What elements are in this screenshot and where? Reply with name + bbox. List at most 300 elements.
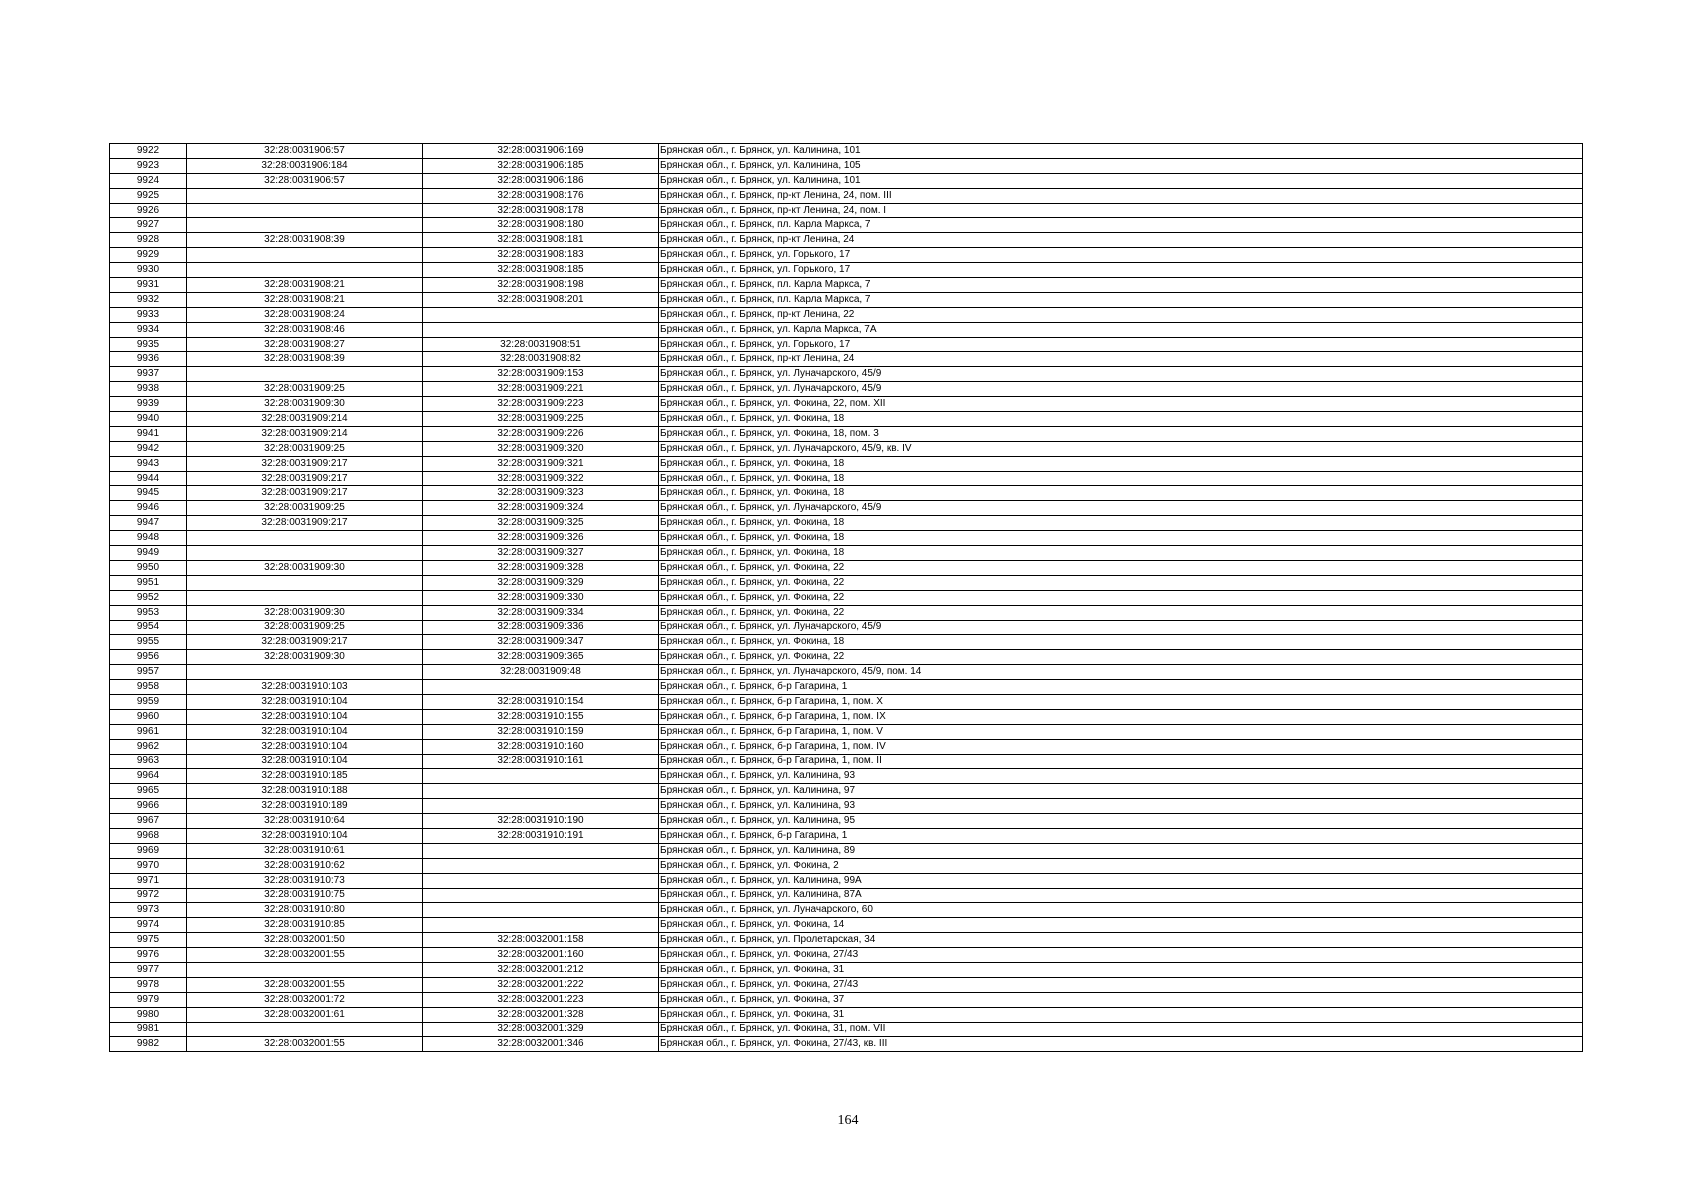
table-row (110, 873, 1583, 888)
address-cell: Брянская обл., г. Брянск, б-р Гагарина, 1, пом. X (659, 694, 1583, 709)
address-cell: Брянская обл., г. Брянск, ул. Фокина, 27/43 (659, 948, 1583, 963)
new-cadastral-number-cell: 32:28:0031910:159 (423, 724, 659, 739)
address-cell: Брянская обл., г. Брянск, ул. Луначарского, 45/9 (659, 382, 1583, 397)
new-cadastral-number-cell: 32:28:0031909:330 (423, 590, 659, 605)
row-number-cell: 9932 (110, 292, 187, 307)
row-number-cell: 9980 (110, 1007, 187, 1022)
table-row (110, 263, 1583, 278)
table-row (110, 724, 1583, 739)
new-cadastral-number-cell: 32:28:0031910:190 (423, 814, 659, 829)
row-number-cell: 9952 (110, 590, 187, 605)
old-cadastral-number-cell (187, 263, 423, 278)
table-row (110, 665, 1583, 680)
old-cadastral-number-cell: 32:28:0031909:25 (187, 620, 423, 635)
old-cadastral-number-cell: 32:28:0031910:62 (187, 858, 423, 873)
row-number-cell: 9939 (110, 397, 187, 412)
old-cadastral-number-cell: 32:28:0031909:25 (187, 501, 423, 516)
table-row (110, 546, 1583, 561)
table-row (110, 367, 1583, 382)
table-row (110, 1007, 1583, 1022)
new-cadastral-number-cell: 32:28:0031909:48 (423, 665, 659, 680)
row-number-cell: 9977 (110, 962, 187, 977)
new-cadastral-number-cell: 32:28:0031909:328 (423, 560, 659, 575)
address-cell: Брянская обл., г. Брянск, ул. Калинина, 95 (659, 814, 1583, 829)
row-number-cell: 9951 (110, 575, 187, 590)
old-cadastral-number-cell: 32:28:0031910:104 (187, 694, 423, 709)
address-cell: Брянская обл., г. Брянск, пл. Карла Маркса, 7 (659, 292, 1583, 307)
row-number-cell: 9938 (110, 382, 187, 397)
new-cadastral-number-cell: 32:28:0031908:178 (423, 203, 659, 218)
new-cadastral-number-cell: 32:28:0031909:221 (423, 382, 659, 397)
address-cell: Брянская обл., г. Брянск, ул. Фокина, 22, пом. XII (659, 397, 1583, 412)
new-cadastral-number-cell: 32:28:0031909:365 (423, 650, 659, 665)
row-number-cell: 9964 (110, 769, 187, 784)
old-cadastral-number-cell: 32:28:0031909:217 (187, 456, 423, 471)
row-number-cell: 9968 (110, 828, 187, 843)
table-row (110, 888, 1583, 903)
address-cell: Брянская обл., г. Брянск, ул. Калинина, 101 (659, 173, 1583, 188)
new-cadastral-number-cell: 32:28:0031906:186 (423, 173, 659, 188)
new-cadastral-number-cell: 32:28:0031910:154 (423, 694, 659, 709)
new-cadastral-number-cell: 32:28:0031908:82 (423, 352, 659, 367)
address-cell: Брянская обл., г. Брянск, ул. Горького, 17 (659, 337, 1583, 352)
row-number-cell: 9943 (110, 456, 187, 471)
table-row (110, 248, 1583, 263)
row-number-cell: 9967 (110, 814, 187, 829)
row-number-cell: 9975 (110, 933, 187, 948)
row-number-cell: 9954 (110, 620, 187, 635)
old-cadastral-number-cell: 32:28:0031906:184 (187, 158, 423, 173)
table-row (110, 962, 1583, 977)
new-cadastral-number-cell: 32:28:0031908:183 (423, 248, 659, 263)
row-number-cell: 9925 (110, 188, 187, 203)
table-row (110, 650, 1583, 665)
new-cadastral-number-cell: 32:28:0031906:169 (423, 144, 659, 159)
table-row (110, 531, 1583, 546)
new-cadastral-number-cell: 32:28:0031909:321 (423, 456, 659, 471)
address-cell: Брянская обл., г. Брянск, ул. Калинина, 101 (659, 144, 1583, 159)
table-row (110, 1037, 1583, 1052)
row-number-cell: 9966 (110, 799, 187, 814)
new-cadastral-number-cell: 32:28:0031909:327 (423, 546, 659, 561)
old-cadastral-number-cell: 32:28:0032001:55 (187, 948, 423, 963)
registry-table-body (110, 144, 1583, 1052)
old-cadastral-number-cell: 32:28:0031909:217 (187, 635, 423, 650)
address-cell: Брянская обл., г. Брянск, ул. Фокина, 22 (659, 650, 1583, 665)
address-cell: Брянская обл., г. Брянск, б-р Гагарина, 1, пом. IV (659, 739, 1583, 754)
row-number-cell: 9957 (110, 665, 187, 680)
table-row (110, 471, 1583, 486)
new-cadastral-number-cell: 32:28:0032001:328 (423, 1007, 659, 1022)
address-cell: Брянская обл., г. Брянск, ул. Калинина, 93 (659, 799, 1583, 814)
new-cadastral-number-cell: 32:28:0031908:51 (423, 337, 659, 352)
old-cadastral-number-cell: 32:28:0031909:30 (187, 650, 423, 665)
address-cell: Брянская обл., г. Брянск, ул. Луначарского, 45/9, кв. IV (659, 441, 1583, 456)
row-number-cell: 9956 (110, 650, 187, 665)
address-cell: Брянская обл., г. Брянск, ул. Фокина, 31 (659, 962, 1583, 977)
address-cell: Брянская обл., г. Брянск, ул. Фокина, 2 (659, 858, 1583, 873)
table-row (110, 218, 1583, 233)
new-cadastral-number-cell: 32:28:0031908:201 (423, 292, 659, 307)
new-cadastral-number-cell: 32:28:0031910:155 (423, 709, 659, 724)
old-cadastral-number-cell (187, 203, 423, 218)
old-cadastral-number-cell: 32:28:0032001:55 (187, 977, 423, 992)
table-row (110, 739, 1583, 754)
address-cell: Брянская обл., г. Брянск, б-р Гагарина, 1 (659, 680, 1583, 695)
address-cell: Брянская обл., г. Брянск, ул. Фокина, 22 (659, 605, 1583, 620)
row-number-cell: 9924 (110, 173, 187, 188)
row-number-cell: 9945 (110, 486, 187, 501)
new-cadastral-number-cell: 32:28:0032001:223 (423, 992, 659, 1007)
table-row (110, 322, 1583, 337)
row-number-cell: 9962 (110, 739, 187, 754)
row-number-cell: 9958 (110, 680, 187, 695)
old-cadastral-number-cell: 32:28:0031909:217 (187, 471, 423, 486)
old-cadastral-number-cell: 32:28:0031910:80 (187, 903, 423, 918)
address-cell: Брянская обл., г. Брянск, ул. Фокина, 18 (659, 412, 1583, 427)
new-cadastral-number-cell: 32:28:0031910:160 (423, 739, 659, 754)
old-cadastral-number-cell: 32:28:0031910:64 (187, 814, 423, 829)
row-number-cell: 9953 (110, 605, 187, 620)
table-row (110, 486, 1583, 501)
row-number-cell: 9937 (110, 367, 187, 382)
address-cell: Брянская обл., г. Брянск, ул. Пролетарская, 34 (659, 933, 1583, 948)
old-cadastral-number-cell (187, 590, 423, 605)
table-row (110, 680, 1583, 695)
new-cadastral-number-cell (423, 858, 659, 873)
old-cadastral-number-cell: 32:28:0031908:46 (187, 322, 423, 337)
table-row (110, 292, 1583, 307)
row-number-cell: 9935 (110, 337, 187, 352)
address-cell: Брянская обл., г. Брянск, пр-кт Ленина, 24 (659, 233, 1583, 248)
row-number-cell: 9944 (110, 471, 187, 486)
row-number-cell: 9946 (110, 501, 187, 516)
new-cadastral-number-cell: 32:28:0031909:336 (423, 620, 659, 635)
address-cell: Брянская обл., г. Брянск, ул. Фокина, 18 (659, 546, 1583, 561)
table-row (110, 605, 1583, 620)
row-number-cell: 9934 (110, 322, 187, 337)
table-row (110, 203, 1583, 218)
old-cadastral-number-cell: 32:28:0031910:185 (187, 769, 423, 784)
old-cadastral-number-cell (187, 531, 423, 546)
table-row (110, 501, 1583, 516)
table-row (110, 635, 1583, 650)
old-cadastral-number-cell: 32:28:0031906:57 (187, 144, 423, 159)
address-cell: Брянская обл., г. Брянск, ул. Калинина, 105 (659, 158, 1583, 173)
new-cadastral-number-cell: 32:28:0031909:323 (423, 486, 659, 501)
new-cadastral-number-cell: 32:28:0031909:225 (423, 412, 659, 427)
table-row (110, 814, 1583, 829)
cadastral-registry-table (109, 143, 1583, 1052)
old-cadastral-number-cell: 32:28:0031910:85 (187, 918, 423, 933)
address-cell: Брянская обл., г. Брянск, ул. Фокина, 27/43, кв. III (659, 1037, 1583, 1052)
table-row (110, 560, 1583, 575)
table-row (110, 709, 1583, 724)
address-cell: Брянская обл., г. Брянск, ул. Карла Маркса, 7А (659, 322, 1583, 337)
new-cadastral-number-cell: 32:28:0031908:181 (423, 233, 659, 248)
page-number: 164 (837, 1113, 859, 1128)
address-cell: Брянская обл., г. Брянск, б-р Гагарина, 1, пом. II (659, 754, 1583, 769)
row-number-cell: 9959 (110, 694, 187, 709)
old-cadastral-number-cell: 32:28:0031910:104 (187, 709, 423, 724)
address-cell: Брянская обл., г. Брянск, ул. Фокина, 22 (659, 590, 1583, 605)
new-cadastral-number-cell: 32:28:0031909:320 (423, 441, 659, 456)
row-number-cell: 9961 (110, 724, 187, 739)
table-row (110, 948, 1583, 963)
old-cadastral-number-cell: 32:28:0031910:61 (187, 843, 423, 858)
old-cadastral-number-cell: 32:28:0031906:57 (187, 173, 423, 188)
table-row (110, 918, 1583, 933)
old-cadastral-number-cell (187, 188, 423, 203)
row-number-cell: 9928 (110, 233, 187, 248)
new-cadastral-number-cell (423, 918, 659, 933)
row-number-cell: 9929 (110, 248, 187, 263)
table-row (110, 784, 1583, 799)
address-cell: Брянская обл., г. Брянск, ул. Горького, 17 (659, 248, 1583, 263)
address-cell: Брянская обл., г. Брянск, ул. Фокина, 18 (659, 635, 1583, 650)
row-number-cell: 9982 (110, 1037, 187, 1052)
new-cadastral-number-cell: 32:28:0032001:212 (423, 962, 659, 977)
old-cadastral-number-cell (187, 1022, 423, 1037)
old-cadastral-number-cell: 32:28:0032001:61 (187, 1007, 423, 1022)
address-cell: Брянская обл., г. Брянск, ул. Калинина, 89 (659, 843, 1583, 858)
new-cadastral-number-cell: 32:28:0032001:329 (423, 1022, 659, 1037)
new-cadastral-number-cell: 32:28:0031908:198 (423, 278, 659, 293)
new-cadastral-number-cell: 32:28:0031908:176 (423, 188, 659, 203)
row-number-cell: 9930 (110, 263, 187, 278)
new-cadastral-number-cell: 32:28:0031909:322 (423, 471, 659, 486)
address-cell: Брянская обл., г. Брянск, ул. Калинина, 87А (659, 888, 1583, 903)
old-cadastral-number-cell: 32:28:0031909:214 (187, 412, 423, 427)
table-row (110, 516, 1583, 531)
address-cell: Брянская обл., г. Брянск, ул. Фокина, 27/43 (659, 977, 1583, 992)
old-cadastral-number-cell (187, 248, 423, 263)
address-cell: Брянская обл., г. Брянск, ул. Луначарского, 45/9, пом. 14 (659, 665, 1583, 680)
row-number-cell: 9971 (110, 873, 187, 888)
new-cadastral-number-cell (423, 799, 659, 814)
new-cadastral-number-cell (423, 322, 659, 337)
old-cadastral-number-cell: 32:28:0032001:72 (187, 992, 423, 1007)
old-cadastral-number-cell (187, 546, 423, 561)
table-row (110, 307, 1583, 322)
address-cell: Брянская обл., г. Брянск, пр-кт Ленина, 24 (659, 352, 1583, 367)
address-cell: Брянская обл., г. Брянск, ул. Калинина, 99А (659, 873, 1583, 888)
table-row (110, 694, 1583, 709)
new-cadastral-number-cell: 32:28:0031909:325 (423, 516, 659, 531)
address-cell: Брянская обл., г. Брянск, ул. Фокина, 18 (659, 531, 1583, 546)
address-cell: Брянская обл., г. Брянск, ул. Фокина, 37 (659, 992, 1583, 1007)
table-row (110, 754, 1583, 769)
table-row (110, 382, 1583, 397)
old-cadastral-number-cell: 32:28:0031908:27 (187, 337, 423, 352)
new-cadastral-number-cell: 32:28:0031909:324 (423, 501, 659, 516)
new-cadastral-number-cell: 32:28:0031910:191 (423, 828, 659, 843)
table-row (110, 278, 1583, 293)
table-row (110, 233, 1583, 248)
row-number-cell: 9926 (110, 203, 187, 218)
new-cadastral-number-cell: 32:28:0032001:158 (423, 933, 659, 948)
row-number-cell: 9970 (110, 858, 187, 873)
table-row (110, 352, 1583, 367)
row-number-cell: 9973 (110, 903, 187, 918)
new-cadastral-number-cell: 32:28:0032001:160 (423, 948, 659, 963)
old-cadastral-number-cell: 32:28:0031909:217 (187, 486, 423, 501)
old-cadastral-number-cell: 32:28:0031910:75 (187, 888, 423, 903)
old-cadastral-number-cell: 32:28:0031910:104 (187, 724, 423, 739)
address-cell: Брянская обл., г. Брянск, пл. Карла Маркса, 7 (659, 278, 1583, 293)
new-cadastral-number-cell: 32:28:0032001:346 (423, 1037, 659, 1052)
table-row (110, 769, 1583, 784)
old-cadastral-number-cell (187, 575, 423, 590)
row-number-cell: 9940 (110, 412, 187, 427)
table-row (110, 590, 1583, 605)
row-number-cell: 9949 (110, 546, 187, 561)
table-row (110, 620, 1583, 635)
new-cadastral-number-cell (423, 307, 659, 322)
old-cadastral-number-cell: 32:28:0031910:103 (187, 680, 423, 695)
new-cadastral-number-cell: 32:28:0031908:180 (423, 218, 659, 233)
address-cell: Брянская обл., г. Брянск, ул. Калинина, 97 (659, 784, 1583, 799)
row-number-cell: 9963 (110, 754, 187, 769)
address-cell: Брянская обл., г. Брянск, ул. Фокина, 18 (659, 516, 1583, 531)
table-row (110, 173, 1583, 188)
row-number-cell: 9974 (110, 918, 187, 933)
row-number-cell: 9972 (110, 888, 187, 903)
new-cadastral-number-cell: 32:28:0031906:185 (423, 158, 659, 173)
new-cadastral-number-cell: 32:28:0031909:326 (423, 531, 659, 546)
old-cadastral-number-cell: 32:28:0031910:188 (187, 784, 423, 799)
row-number-cell: 9942 (110, 441, 187, 456)
table-row (110, 575, 1583, 590)
old-cadastral-number-cell: 32:28:0031909:217 (187, 516, 423, 531)
table-row (110, 188, 1583, 203)
old-cadastral-number-cell: 32:28:0031908:39 (187, 352, 423, 367)
old-cadastral-number-cell: 32:28:0031909:30 (187, 560, 423, 575)
row-number-cell: 9955 (110, 635, 187, 650)
new-cadastral-number-cell (423, 903, 659, 918)
old-cadastral-number-cell: 32:28:0031909:214 (187, 426, 423, 441)
row-number-cell: 9927 (110, 218, 187, 233)
address-cell: Брянская обл., г. Брянск, ул. Фокина, 22 (659, 575, 1583, 590)
address-cell: Брянская обл., г. Брянск, ул. Фокина, 22 (659, 560, 1583, 575)
table-row (110, 843, 1583, 858)
old-cadastral-number-cell: 32:28:0031910:189 (187, 799, 423, 814)
old-cadastral-number-cell: 32:28:0031908:21 (187, 292, 423, 307)
table-row (110, 828, 1583, 843)
row-number-cell: 9960 (110, 709, 187, 724)
new-cadastral-number-cell (423, 769, 659, 784)
old-cadastral-number-cell: 32:28:0031908:24 (187, 307, 423, 322)
address-cell: Брянская обл., г. Брянск, пр-кт Ленина, 24, пом. I (659, 203, 1583, 218)
table-row (110, 158, 1583, 173)
table-row (110, 397, 1583, 412)
address-cell: Брянская обл., г. Брянск, пл. Карла Маркса, 7 (659, 218, 1583, 233)
table-row (110, 903, 1583, 918)
row-number-cell: 9941 (110, 426, 187, 441)
address-cell: Брянская обл., г. Брянск, ул. Фокина, 18 (659, 486, 1583, 501)
old-cadastral-number-cell: 32:28:0031909:25 (187, 382, 423, 397)
table-row (110, 977, 1583, 992)
new-cadastral-number-cell: 32:28:0031909:347 (423, 635, 659, 650)
new-cadastral-number-cell: 32:28:0031909:334 (423, 605, 659, 620)
table-row (110, 426, 1583, 441)
row-number-cell: 9931 (110, 278, 187, 293)
new-cadastral-number-cell (423, 843, 659, 858)
old-cadastral-number-cell: 32:28:0031908:21 (187, 278, 423, 293)
row-number-cell: 9948 (110, 531, 187, 546)
table-row (110, 799, 1583, 814)
old-cadastral-number-cell: 32:28:0031910:73 (187, 873, 423, 888)
old-cadastral-number-cell: 32:28:0031910:104 (187, 828, 423, 843)
row-number-cell: 9965 (110, 784, 187, 799)
new-cadastral-number-cell (423, 873, 659, 888)
row-number-cell: 9969 (110, 843, 187, 858)
old-cadastral-number-cell: 32:28:0031910:104 (187, 739, 423, 754)
table-row (110, 337, 1583, 352)
old-cadastral-number-cell: 32:28:0032001:55 (187, 1037, 423, 1052)
table-row (110, 933, 1583, 948)
address-cell: Брянская обл., г. Брянск, б-р Гагарина, 1, пом. IX (659, 709, 1583, 724)
address-cell: Брянская обл., г. Брянск, ул. Горького, 17 (659, 263, 1583, 278)
address-cell: Брянская обл., г. Брянск, ул. Фокина, 18 (659, 456, 1583, 471)
address-cell: Брянская обл., г. Брянск, ул. Фокина, 31 (659, 1007, 1583, 1022)
table-row (110, 456, 1583, 471)
old-cadastral-number-cell (187, 218, 423, 233)
address-cell: Брянская обл., г. Брянск, б-р Гагарина, 1, пом. V (659, 724, 1583, 739)
new-cadastral-number-cell: 32:28:0031909:223 (423, 397, 659, 412)
old-cadastral-number-cell (187, 367, 423, 382)
new-cadastral-number-cell (423, 680, 659, 695)
table-row (110, 1022, 1583, 1037)
new-cadastral-number-cell: 32:28:0031910:161 (423, 754, 659, 769)
table-row (110, 858, 1583, 873)
old-cadastral-number-cell: 32:28:0031909:30 (187, 397, 423, 412)
table-row (110, 441, 1583, 456)
old-cadastral-number-cell: 32:28:0031908:39 (187, 233, 423, 248)
address-cell: Брянская обл., г. Брянск, ул. Луначарского, 45/9 (659, 367, 1583, 382)
row-number-cell: 9936 (110, 352, 187, 367)
new-cadastral-number-cell (423, 888, 659, 903)
row-number-cell: 9923 (110, 158, 187, 173)
row-number-cell: 9933 (110, 307, 187, 322)
address-cell: Брянская обл., г. Брянск, пр-кт Ленина, 22 (659, 307, 1583, 322)
old-cadastral-number-cell: 32:28:0031909:25 (187, 441, 423, 456)
old-cadastral-number-cell (187, 962, 423, 977)
address-cell: Брянская обл., г. Брянск, ул. Фокина, 18 (659, 471, 1583, 486)
row-number-cell: 9981 (110, 1022, 187, 1037)
row-number-cell: 9947 (110, 516, 187, 531)
new-cadastral-number-cell: 32:28:0031909:153 (423, 367, 659, 382)
address-cell: Брянская обл., г. Брянск, ул. Луначарского, 60 (659, 903, 1583, 918)
new-cadastral-number-cell (423, 784, 659, 799)
new-cadastral-number-cell: 32:28:0031909:329 (423, 575, 659, 590)
new-cadastral-number-cell: 32:28:0032001:222 (423, 977, 659, 992)
row-number-cell: 9922 (110, 144, 187, 159)
address-cell: Брянская обл., г. Брянск, ул. Фокина, 14 (659, 918, 1583, 933)
address-cell: Брянская обл., г. Брянск, пр-кт Ленина, 24, пом. III (659, 188, 1583, 203)
row-number-cell: 9950 (110, 560, 187, 575)
address-cell: Брянская обл., г. Брянск, ул. Луначарского, 45/9 (659, 501, 1583, 516)
old-cadastral-number-cell (187, 665, 423, 680)
address-cell: Брянская обл., г. Брянск, б-р Гагарина, 1 (659, 828, 1583, 843)
new-cadastral-number-cell: 32:28:0031908:185 (423, 263, 659, 278)
table-row (110, 412, 1583, 427)
new-cadastral-number-cell: 32:28:0031909:226 (423, 426, 659, 441)
old-cadastral-number-cell: 32:28:0031909:30 (187, 605, 423, 620)
address-cell: Брянская обл., г. Брянск, ул. Луначарского, 45/9 (659, 620, 1583, 635)
address-cell: Брянская обл., г. Брянск, ул. Калинина, 93 (659, 769, 1583, 784)
row-number-cell: 9976 (110, 948, 187, 963)
